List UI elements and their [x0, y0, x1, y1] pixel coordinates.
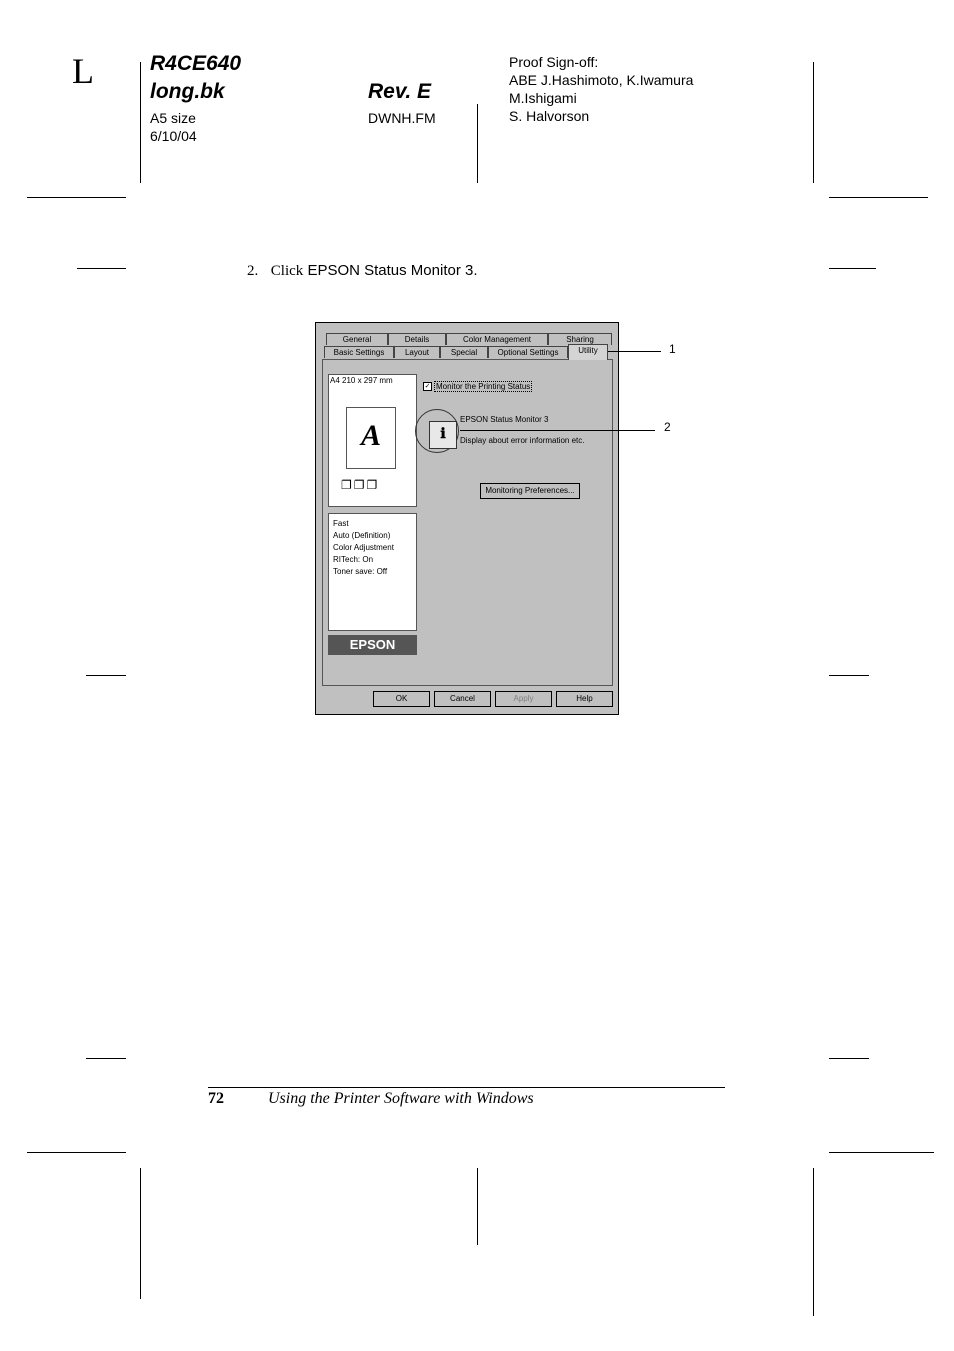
footer-rule	[208, 1087, 725, 1088]
step-text: EPSON Status Monitor 3.	[307, 262, 478, 279]
crop-mark	[829, 1058, 869, 1059]
header-code: R4CE640	[150, 52, 242, 75]
status-monitor-desc: Display about error information etc.	[460, 436, 585, 445]
crop-mark	[86, 1058, 126, 1059]
status-monitor-icon[interactable]: ℹ	[429, 421, 457, 449]
tab-color-management[interactable]: Color Management	[446, 333, 548, 345]
crop-mark	[813, 1168, 814, 1316]
header-divider-mid	[477, 104, 478, 183]
footer-title: Using the Printer Software with Windows	[268, 1090, 534, 1107]
proof-line-3: S. Halvorson	[509, 108, 590, 124]
header-divider-right	[813, 62, 814, 183]
tab-layout[interactable]: Layout	[394, 346, 440, 358]
epson-logo: EPSON	[328, 635, 417, 655]
crop-mark	[86, 675, 126, 676]
ok-button[interactable]: OK	[373, 691, 430, 707]
settings-summary	[328, 513, 417, 631]
monitor-checkbox-label[interactable]: Monitor the Printing Status	[436, 382, 531, 391]
header-date: 6/10/04	[150, 128, 197, 144]
header-divider-left	[140, 62, 141, 183]
callout-line-1	[604, 351, 661, 352]
tab-sharing[interactable]: Sharing	[548, 333, 612, 345]
callout-1: 1	[669, 342, 676, 356]
summary-line: Fast	[333, 519, 349, 528]
page-thumbnail	[346, 407, 396, 469]
header-book: long.bk	[150, 80, 225, 103]
summary-line: RITech: On	[333, 555, 374, 564]
header-file: DWNH.FM	[368, 110, 436, 126]
paper-preview	[328, 374, 417, 507]
step-number: 2.	[247, 263, 259, 279]
crop-mark	[27, 197, 126, 198]
tab-general[interactable]: General	[326, 333, 388, 345]
summary-line: Auto (Definition)	[333, 531, 391, 540]
monitoring-preferences-button[interactable]: Monitoring Preferences...	[480, 483, 580, 499]
tab-utility[interactable]: Utility	[568, 344, 608, 360]
preview-letter: A	[360, 419, 381, 452]
tab-optional-settings[interactable]: Optional Settings	[488, 346, 568, 358]
step-verb: Click	[270, 263, 304, 279]
status-monitor-title[interactable]: EPSON Status Monitor 3	[460, 415, 549, 424]
crop-mark	[829, 268, 876, 269]
header-rev: Rev. E	[368, 80, 432, 103]
crop-mark	[829, 675, 869, 676]
copies-icon: ❐❐❐	[341, 478, 380, 492]
printer-properties-screenshot	[315, 322, 619, 715]
crop-mark	[829, 197, 928, 198]
crop-mark	[477, 1168, 478, 1245]
proof-title: Proof Sign-off:	[509, 54, 599, 70]
summary-line: Color Adjustment	[333, 543, 394, 552]
crop-mark	[140, 1168, 141, 1299]
monitor-checkbox[interactable]: ✓	[424, 383, 431, 390]
help-button[interactable]: Help	[556, 691, 613, 707]
paper-size-label: A4 210 x 297 mm	[330, 376, 393, 385]
header-size: A5 size	[150, 110, 196, 126]
step-instruction	[247, 262, 478, 280]
crop-mark	[829, 1152, 934, 1153]
summary-line: Toner save: Off	[333, 567, 388, 576]
proof-line-1: ABE J.Hashimoto, K.Iwamura	[509, 72, 694, 88]
tab-basic-settings[interactable]: Basic Settings	[324, 346, 394, 358]
crop-mark	[27, 1152, 126, 1153]
tab-details[interactable]: Details	[388, 333, 446, 345]
proof-line-2: M.Ishigami	[509, 90, 577, 106]
apply-button[interactable]: Apply	[495, 691, 552, 707]
page-number: 72	[208, 1090, 224, 1107]
callout-2: 2	[664, 420, 671, 434]
chapter-letter: L	[72, 51, 94, 91]
tab-special[interactable]: Special	[440, 346, 488, 358]
callout-line-2	[460, 430, 655, 431]
crop-mark	[77, 268, 126, 269]
cancel-button[interactable]: Cancel	[434, 691, 491, 707]
